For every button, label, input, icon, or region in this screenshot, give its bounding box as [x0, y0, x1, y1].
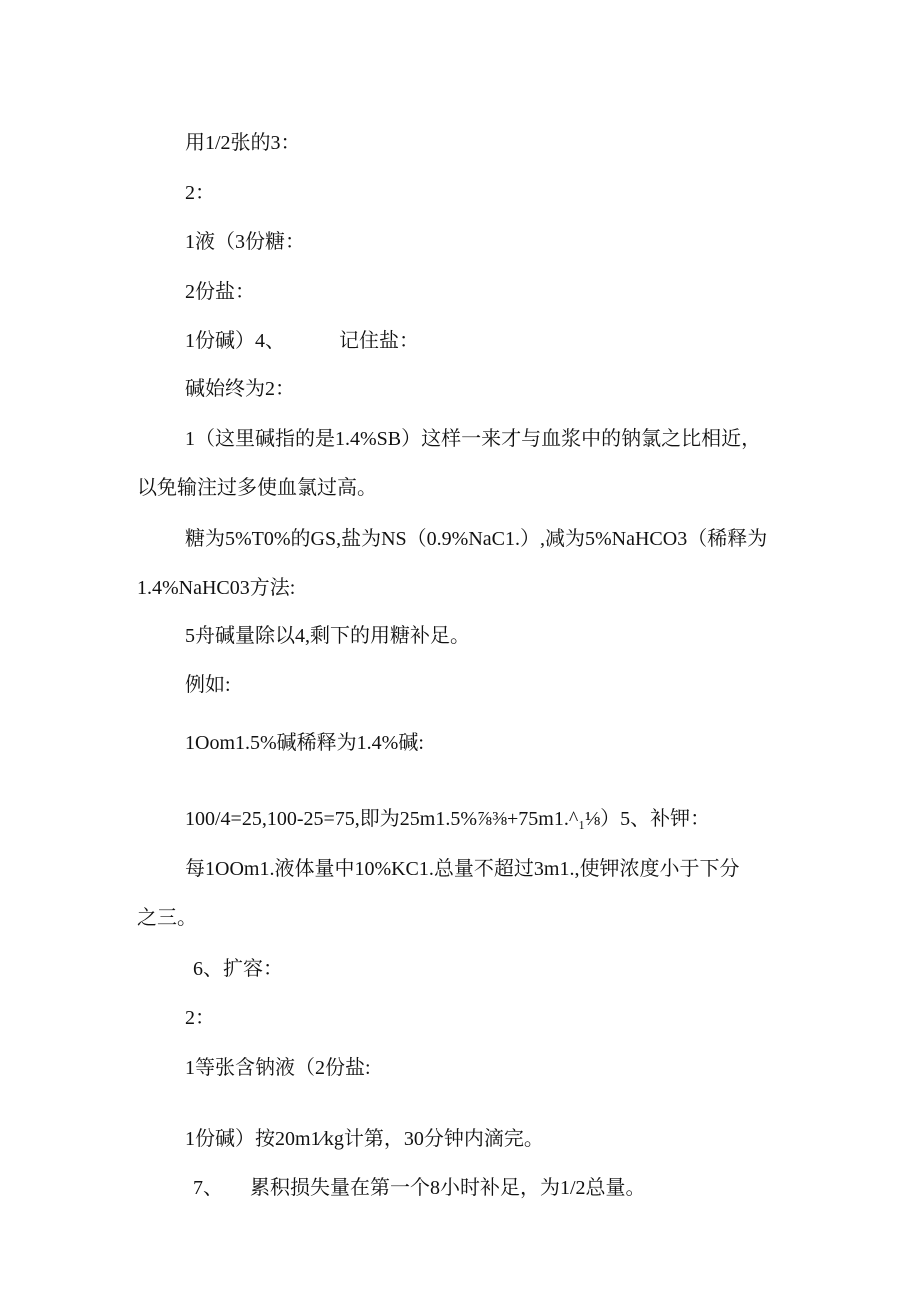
- text-line: 100/4=25,100-25=75,即为25m1.5%⅞⅜+75m1.^₁⅛）5、补钾：: [185, 808, 711, 830]
- text-line: 1份碱）按20m1∕kg计第，30分钟内滴完。: [185, 1128, 544, 1150]
- text-line: 1等张含钠液（2份盐:: [185, 1057, 371, 1079]
- text-line: 7、: [193, 1177, 223, 1199]
- text-line: 糖为5%T0%的GS,盐为NS（0.9%NaC1.）,减为5%NaHCO3（稀释为: [185, 528, 768, 550]
- text-line: 5舟碱量除以4,剩下的用糖补足。: [185, 625, 470, 647]
- text-line: 之三。: [137, 907, 197, 929]
- text-line: 用1/2张的3：: [185, 132, 301, 154]
- text-line: 1份碱）4、: [185, 330, 285, 352]
- text-line: 1Oom1.5%碱稀释为1.4%碱:: [185, 732, 424, 754]
- text-line: 碱始终为2：: [185, 378, 295, 400]
- text-line: 2：: [185, 182, 215, 204]
- text-line: 1（这里碱指的是1.4%SB）这样一来才与血浆中的钠氯之比相近，: [185, 428, 762, 450]
- text-line: 每1OOm1.液体量中10%KC1.总量不超过3m1.,使钾浓度小于下分: [185, 858, 740, 880]
- text-line: 记住盐：: [339, 330, 419, 352]
- text-line: 累积损失量在第一个8小时补足，为1/2总量。: [250, 1177, 646, 1199]
- text-line: 6、扩容：: [193, 958, 283, 980]
- text-line: 以免输注过多使血氯过高。: [137, 477, 377, 499]
- text-line: 2份盐：: [185, 281, 255, 303]
- text-line: 2：: [185, 1007, 215, 1029]
- text-line: 1.4%NaHC03方法:: [137, 577, 296, 599]
- text-line: 1液（3份糖：: [185, 231, 305, 253]
- text-line: 例如:: [185, 674, 231, 696]
